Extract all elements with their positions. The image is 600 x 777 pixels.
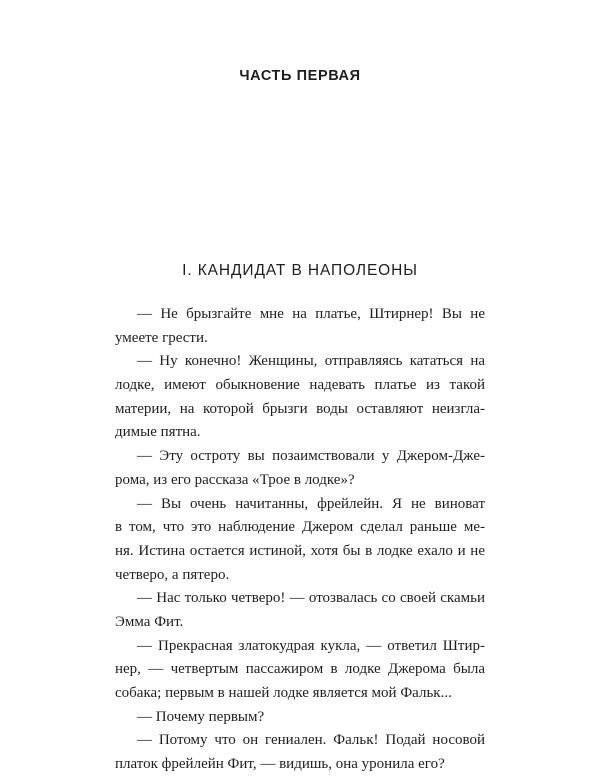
text-line: нер, — четвертым пассажиром в лодке Джерома была — [115, 661, 485, 678]
text-line: в том, что это наблюдение Джером сделал раньше ме- — [115, 519, 485, 536]
chapter-title: I. КАНДИДАТ В НАПОЛЕОНЫ — [182, 262, 418, 279]
text-line: ня. Истина остается истиной, хотя бы в лодке ехало и не — [115, 542, 485, 559]
text-line: лодке, имеют обыкновение надевать платье из такой — [115, 377, 485, 394]
text-line: материи, на которой брызги воды оставляют неизгла- — [115, 400, 485, 417]
text-line: — Потому что он гениален. Фальк! Подай носовой — [137, 732, 485, 749]
text-line: четверо, а пятеро. — [115, 566, 230, 583]
text-line: собака; первым в нашей лодке является мой Фальк... — [115, 685, 452, 701]
text-line: димые пятна. — [115, 424, 201, 441]
text-line: — Почему первым? — [137, 708, 265, 725]
part-title: ЧАСТЬ ПЕРВАЯ — [239, 68, 361, 84]
text-line: — Вы очень начитанны, фрейлейн. Я не виноват — [137, 495, 485, 512]
text-line: — Не брызгайте мне на платье, Штирнер! Вы не — [137, 306, 485, 322]
text-line: — Ну конечно! Женщины, отправляясь кататься на — [137, 353, 485, 370]
text-line: умеете грести. — [115, 329, 208, 346]
text-line: платок фрейлейн Фит, — видишь, она уронила его? — [115, 756, 445, 773]
text-line: Эмма Фит. — [115, 613, 184, 630]
text-line: — Эту остроту вы позаимствовали у Джером-Дже- — [137, 448, 485, 465]
text-line: рома, из его рассказа «Трое в лодке»? — [115, 471, 355, 488]
text-line: — Прекрасная златокудрая кукла, — ответил Штир- — [137, 637, 485, 654]
text-line: — Нас только четверо! — отозвалась со своей скамьи — [137, 590, 485, 607]
body-text — [115, 303, 485, 777]
